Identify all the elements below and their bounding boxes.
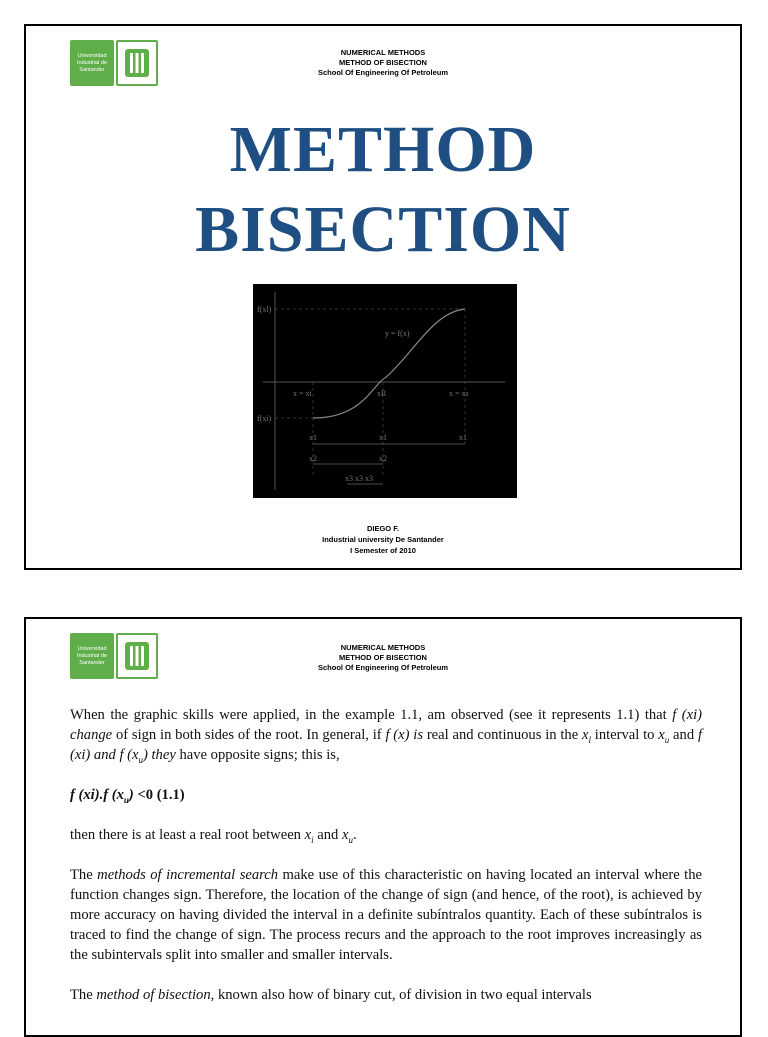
slide-header bbox=[26, 48, 740, 78]
graph-label-curve: y = f(x) bbox=[385, 329, 410, 338]
graph-label-fx-top: f(xl) bbox=[257, 305, 272, 314]
slide-body bbox=[70, 705, 702, 1025]
slide-1 bbox=[24, 24, 742, 570]
header-line3: School Of Engineering Of Petroleum bbox=[317, 68, 448, 77]
formula-part-c: <0 (1.1) bbox=[137, 787, 185, 803]
p1-italic-j: f (xi) and f (x bbox=[70, 727, 702, 763]
graph-label-row1-a: x1 bbox=[309, 433, 317, 442]
header-line1: NUMERICAL METHODS bbox=[340, 643, 426, 652]
logo-text-line2: Industrial de bbox=[77, 652, 107, 659]
graph-label-row1-b: x1 bbox=[379, 433, 387, 442]
p2-text-c: and bbox=[313, 827, 342, 843]
graph-label-fx-bottom: f(xi) bbox=[257, 414, 272, 423]
logo-text-line1: Universidad bbox=[77, 645, 107, 652]
logo-text-line1: Universidad bbox=[77, 52, 107, 59]
semester-label: I Semester of 2010 bbox=[350, 546, 416, 555]
slide-footer bbox=[26, 523, 740, 556]
university-name: Industrial university De Santander bbox=[322, 535, 444, 544]
formula-part-b: ) bbox=[128, 787, 138, 803]
title-line2: BISECTION bbox=[195, 193, 571, 266]
graph-label-row3: x3 x3 x3 bbox=[345, 474, 373, 483]
p1-text-l: have opposite signs; this is, bbox=[175, 747, 340, 763]
p1-text-g: interval to bbox=[590, 727, 659, 743]
p2-var-xi-sub: i bbox=[311, 834, 314, 845]
p4-text-c: known also how of binary cut, of division in two equal intervals bbox=[214, 987, 592, 1003]
p3-italic-b: methods of incremental search bbox=[97, 867, 279, 883]
graph-label-row2-a: x2 bbox=[309, 454, 317, 463]
logo-text-line2: Industrial de bbox=[77, 59, 107, 66]
slide-title bbox=[26, 110, 740, 270]
p1-var-xl-sub: l bbox=[588, 734, 591, 745]
p3-text-a: The bbox=[70, 867, 98, 883]
p1-var-xl: x bbox=[581, 727, 589, 743]
p1-italic-j-sub: u bbox=[138, 754, 143, 765]
graph-label-root: xR bbox=[377, 389, 387, 398]
p2-var-xu-sub: u bbox=[348, 834, 353, 845]
formula-line bbox=[70, 785, 702, 805]
p1-italic-d: f (x) is bbox=[385, 727, 424, 743]
formula-sub: u bbox=[123, 794, 129, 805]
logo-text-line3: Santander bbox=[79, 659, 105, 666]
p1-italic-b: f (xi) change bbox=[70, 707, 702, 743]
header-line3: School Of Engineering Of Petroleum bbox=[317, 663, 448, 672]
graph-label-row2-b: x2 bbox=[379, 454, 387, 463]
p1-text-e: real and continuous in the bbox=[423, 727, 582, 743]
p1-text-i: and bbox=[669, 727, 698, 743]
title-line1: METHOD bbox=[229, 113, 537, 186]
header-line2: METHOD OF BISECTION bbox=[339, 653, 427, 662]
p1-italic-k: ) they bbox=[142, 747, 176, 763]
slide-2 bbox=[24, 617, 742, 1037]
p2-var-xu: x bbox=[342, 827, 349, 843]
graph-label-x-left: x = xi bbox=[293, 389, 312, 398]
slide-header bbox=[26, 643, 740, 673]
paragraph-bisection bbox=[70, 985, 702, 1005]
bisection-graph-figure bbox=[253, 284, 517, 498]
p1-var-xu-sub: u bbox=[664, 734, 670, 745]
header-line1: NUMERICAL METHODS bbox=[340, 48, 426, 57]
p4-italic-b: method of bisection, bbox=[96, 987, 215, 1003]
p1-text-c: of sign in both sides of the root. In general, if bbox=[112, 727, 386, 743]
p3-text-c: make use of this characteristic on having located an interval where the function changes sign. Therefore, the location of the change of sign (and hence, of the root), is achieved by more accuracy on having divided the interval in a definite subíntralos quantity. Each of these subíntralos is traced to find the change of sign. The process recurs and the approach to the root improves increasingly as the subintervals split into smaller and smaller intervals. bbox=[70, 867, 702, 963]
graph-label-x-right: x = xs bbox=[449, 389, 469, 398]
header-line2: METHOD OF BISECTION bbox=[339, 58, 427, 67]
p2-var-xi: x bbox=[304, 827, 312, 843]
paragraph-incremental-search bbox=[70, 865, 702, 965]
paragraph-intro bbox=[70, 705, 702, 765]
author-name: DIEGO F. bbox=[366, 524, 400, 533]
paragraph-root bbox=[70, 825, 702, 845]
formula-part-a: f (xi).f (x bbox=[70, 787, 124, 803]
p4-text-a: The bbox=[70, 987, 97, 1003]
p2-text-e: . bbox=[352, 827, 357, 843]
p2-text-a: then there is at least a real root between bbox=[70, 827, 305, 843]
graph-label-row1-c: x1 bbox=[459, 433, 467, 442]
logo-text-line3: Santander bbox=[79, 66, 105, 73]
p1-text-a: When the graphic skills were applied, in the example 1.1, am observed (see it represents 1.1) that bbox=[70, 707, 673, 723]
p1-var-xu: x bbox=[658, 727, 665, 743]
